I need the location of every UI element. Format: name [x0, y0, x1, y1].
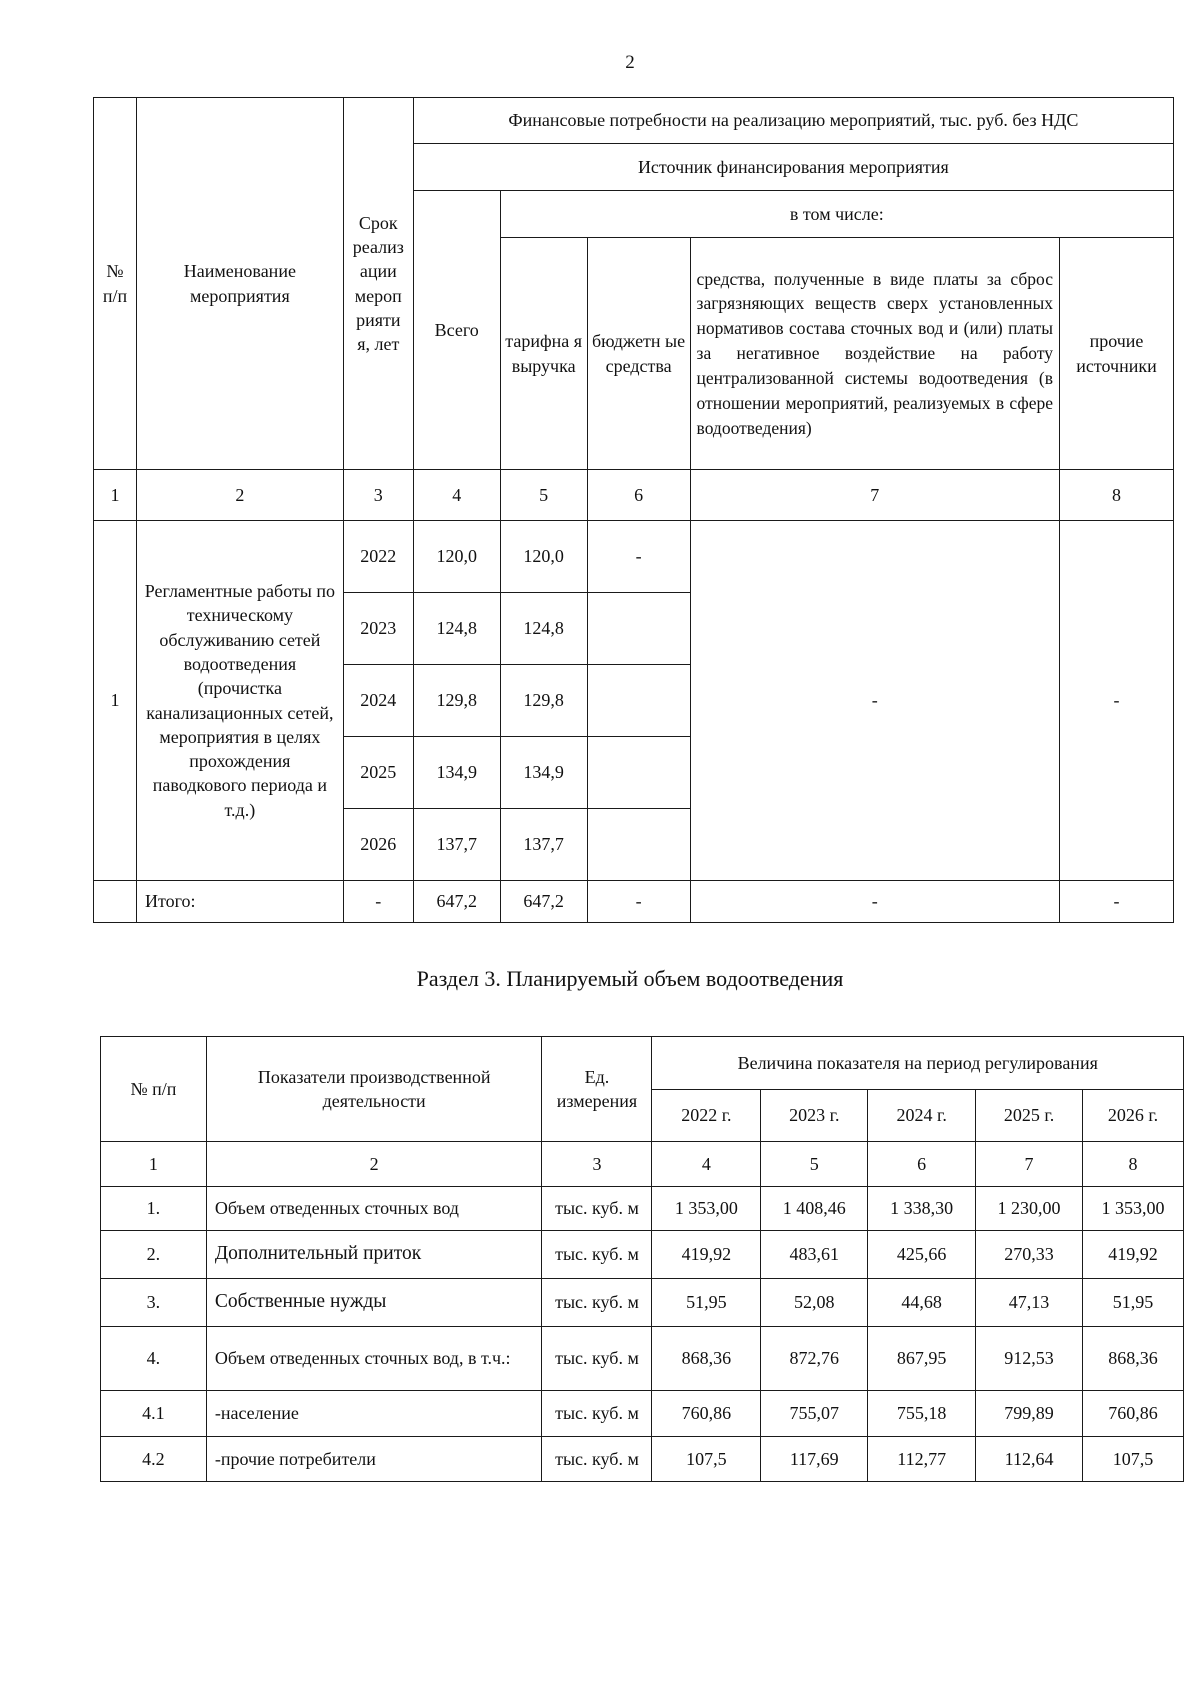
row-value: 51,95	[652, 1279, 761, 1327]
row-value: 44,68	[868, 1279, 976, 1327]
header-financial-needs: Финансовые потребности на реализацию мероприятий, тыс. руб. без НДС	[413, 98, 1173, 144]
row-unit: тыс. куб. м	[542, 1187, 652, 1231]
col-number: 4	[652, 1142, 761, 1187]
row-value: 419,92	[1083, 1231, 1184, 1279]
year-cell: 2026	[343, 809, 413, 881]
row-value: 912,53	[976, 1327, 1083, 1391]
row-name: -прочие потребители	[206, 1437, 542, 1482]
table-row	[101, 1187, 1184, 1231]
table-row	[101, 1391, 1184, 1437]
row-num: 3.	[101, 1279, 207, 1327]
wastewater-volume-table	[100, 1036, 1184, 1482]
tariff-cell: 120,0	[500, 521, 587, 593]
column-numbers-row	[94, 470, 1174, 521]
tariff-cell: 124,8	[500, 593, 587, 665]
header-total: Всего	[413, 191, 500, 470]
header-year: 2024 г.	[868, 1090, 976, 1142]
header-year: 2025 г.	[976, 1090, 1083, 1142]
row-value: 419,92	[652, 1231, 761, 1279]
other-cell: -	[1060, 521, 1174, 881]
row-name: Объем отведенных сточных вод, в т.ч.:	[206, 1327, 542, 1391]
table-row	[101, 1327, 1184, 1391]
col-number: 8	[1083, 1142, 1184, 1187]
row-value: 867,95	[868, 1327, 976, 1391]
row-num: 4.1	[101, 1391, 207, 1437]
row-value: 117,69	[761, 1437, 868, 1482]
row-value: 47,13	[976, 1279, 1083, 1327]
total-cell: 120,0	[413, 521, 500, 593]
budget-cell	[587, 737, 690, 809]
row-value: 868,36	[1083, 1327, 1184, 1391]
row-value: 799,89	[976, 1391, 1083, 1437]
header-budget: бюджетн ые средства	[587, 238, 690, 470]
header-tariff: тарифна я выручка	[500, 238, 587, 470]
row-value: 1 353,00	[652, 1187, 761, 1231]
total-cell: 137,7	[413, 809, 500, 881]
row-name: Объем отведенных сточных вод	[206, 1187, 542, 1231]
total-cell: 134,9	[413, 737, 500, 809]
row-num: 1.	[101, 1187, 207, 1231]
year-cell: 2025	[343, 737, 413, 809]
row-value: 51,95	[1083, 1279, 1184, 1327]
row-value: 1 230,00	[976, 1187, 1083, 1231]
row-value: 1 353,00	[1083, 1187, 1184, 1231]
budget-cell: -	[587, 521, 690, 593]
header-term: Срок реализ ации мероп рияти я, лет	[343, 98, 413, 470]
col-number: 5	[500, 470, 587, 521]
budget-cell	[587, 593, 690, 665]
tariff-cell: 137,7	[500, 809, 587, 881]
col-number: 6	[868, 1142, 976, 1187]
row-num: 4.2	[101, 1437, 207, 1482]
table-row	[101, 1437, 1184, 1482]
header-source: Источник финансирования мероприятия	[413, 144, 1173, 191]
row-value: 1 408,46	[761, 1187, 868, 1231]
col-number: 5	[761, 1142, 868, 1187]
row-num: 4.	[101, 1327, 207, 1391]
column-numbers-row	[101, 1142, 1184, 1187]
event-name: Регламентные работы по техническому обслуживанию сетей водоотведения (прочистка канализационных сетей, мероприятия в целях прохождения паводкового периода и т.д.)	[136, 521, 343, 881]
total-budget: -	[587, 881, 690, 923]
year-cell: 2022	[343, 521, 413, 593]
row-unit: тыс. куб. м	[542, 1231, 652, 1279]
col-number: 7	[690, 470, 1059, 521]
financial-needs-table	[93, 97, 1174, 923]
year-cell: 2023	[343, 593, 413, 665]
col-number: 8	[1060, 470, 1174, 521]
col-number: 3	[542, 1142, 652, 1187]
tariff-cell: 129,8	[500, 665, 587, 737]
col-number: 1	[94, 470, 137, 521]
row-value: 112,64	[976, 1437, 1083, 1482]
header-other: прочие источники	[1060, 238, 1174, 470]
col-number: 6	[587, 470, 690, 521]
fees-cell: -	[690, 521, 1059, 881]
header-unit: Ед. измерения	[542, 1037, 652, 1142]
table-row	[94, 521, 1174, 593]
row-value: 760,86	[1083, 1391, 1184, 1437]
col-number: 1	[101, 1142, 207, 1187]
table-row	[101, 1231, 1184, 1279]
row-name: -население	[206, 1391, 542, 1437]
row-value: 112,77	[868, 1437, 976, 1482]
row-value: 872,76	[761, 1327, 868, 1391]
col-number: 2	[206, 1142, 542, 1187]
budget-cell	[587, 809, 690, 881]
budget-cell	[587, 665, 690, 737]
col-number: 7	[976, 1142, 1083, 1187]
section-3-title: Раздел 3. Планируемый объем водоотведения	[416, 966, 844, 991]
header-indicator: Показатели производственной деятельности	[206, 1037, 542, 1142]
row-unit: тыс. куб. м	[542, 1279, 652, 1327]
col-number: 2	[136, 470, 343, 521]
year-cell: 2024	[343, 665, 413, 737]
header-num: № п/п	[101, 1037, 207, 1142]
row-value: 755,07	[761, 1391, 868, 1437]
row-name: Дополнительный приток	[206, 1231, 542, 1279]
header-fees: средства, полученные в виде платы за сброс загрязняющих веществ сверх установленных нормативов состава сточных вод и (или) платы за негативное воздействие на работу централизованной системы водоотведения (в отношении мероприятий, реализуемых в сфере водоотведения)	[690, 238, 1059, 470]
total-tariff: 647,2	[500, 881, 587, 923]
row-value: 107,5	[652, 1437, 761, 1482]
event-num: 1	[94, 521, 137, 881]
total-cell: 129,8	[413, 665, 500, 737]
total-sum: 647,2	[413, 881, 500, 923]
header-event-name: Наименование мероприятия	[136, 98, 343, 470]
col-number: 3	[343, 470, 413, 521]
row-value: 760,86	[652, 1391, 761, 1437]
header-including: в том числе:	[500, 191, 1173, 238]
row-value: 270,33	[976, 1231, 1083, 1279]
total-other: -	[1060, 881, 1174, 923]
total-row-num	[94, 881, 137, 923]
row-num: 2.	[101, 1231, 207, 1279]
total-label: Итого:	[136, 881, 343, 923]
row-unit: тыс. куб. м	[542, 1437, 652, 1482]
row-value: 755,18	[868, 1391, 976, 1437]
header-period: Величина показателя на период регулирования	[652, 1037, 1184, 1090]
row-value: 1 338,30	[868, 1187, 976, 1231]
row-unit: тыс. куб. м	[542, 1327, 652, 1391]
total-cell: 124,8	[413, 593, 500, 665]
tariff-cell: 134,9	[500, 737, 587, 809]
row-name: Собственные нужды	[206, 1279, 542, 1327]
row-value: 483,61	[761, 1231, 868, 1279]
col-number: 4	[413, 470, 500, 521]
row-value: 868,36	[652, 1327, 761, 1391]
total-row	[94, 881, 1174, 923]
header-year: 2023 г.	[761, 1090, 868, 1142]
total-term: -	[343, 881, 413, 923]
total-fees: -	[690, 881, 1059, 923]
table-row	[101, 1279, 1184, 1327]
header-year: 2026 г.	[1083, 1090, 1184, 1142]
row-value: 107,5	[1083, 1437, 1184, 1482]
page-number: 2	[625, 52, 635, 73]
row-value: 425,66	[868, 1231, 976, 1279]
header-year: 2022 г.	[652, 1090, 761, 1142]
header-num: № п/п	[94, 98, 137, 470]
row-unit: тыс. куб. м	[542, 1391, 652, 1437]
row-value: 52,08	[761, 1279, 868, 1327]
